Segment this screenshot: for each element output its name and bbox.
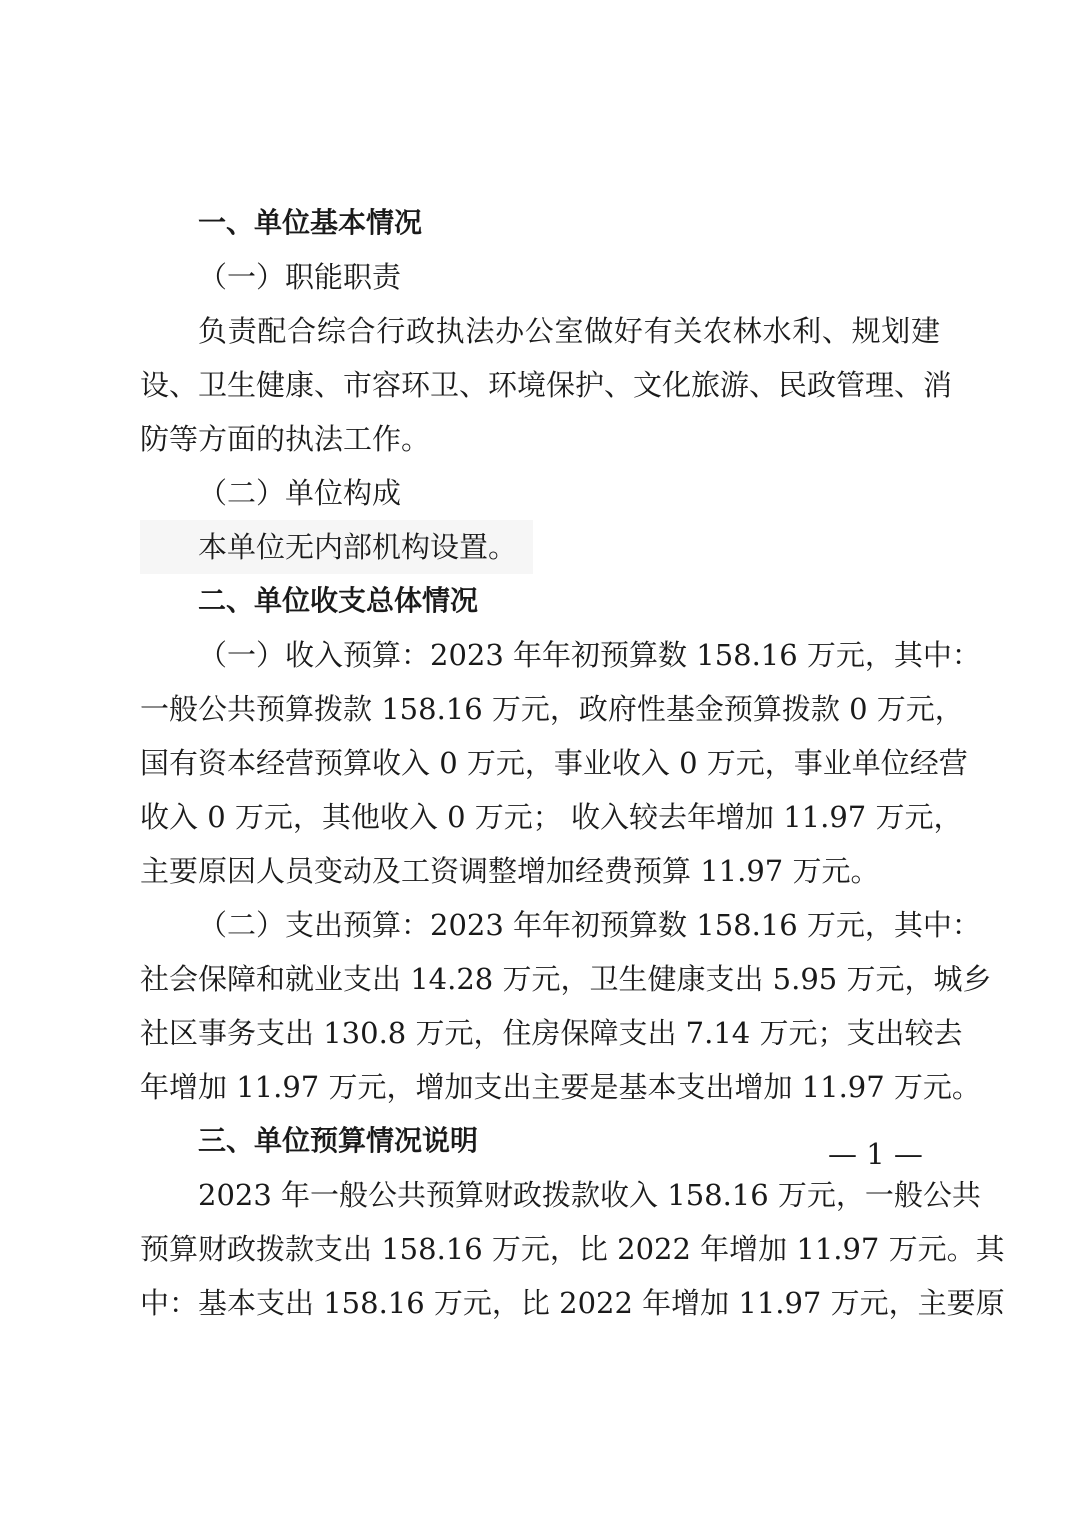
paragraph-line: 社会保障和就业支出 14.28 万元，卫生健康支出 5.95 万元，城乡 bbox=[140, 962, 992, 996]
paragraph-line: （二）支出预算：2023 年年初预算数 158.16 万元，其中： bbox=[198, 908, 981, 942]
paragraph-line: 一般公共预算拨款 158.16 万元，政府性基金预算拨款 0 万元， bbox=[140, 692, 964, 726]
section1-heading: 一、单位基本情况 bbox=[198, 206, 423, 239]
paragraph-line: 收入 0 万元，其他收入 0 万元； 收入较去年增加 11.97 万元， bbox=[140, 800, 963, 834]
document-page bbox=[140, 196, 1005, 1330]
section2-heading: 二、单位收支总体情况 bbox=[198, 584, 479, 617]
page-number: — 1 — bbox=[828, 1137, 923, 1171]
paragraph-line: 社区事务支出 130.8 万元，住房保障支出 7.14 万元；支出较去 bbox=[140, 1016, 963, 1050]
paragraph-line-container bbox=[140, 520, 940, 574]
paragraph-line: 设、卫生健康、市容环卫、环境保护、文化旅游、民政管理、消 bbox=[140, 368, 953, 402]
paragraph-line: （一）收入预算：2023 年年初预算数 158.16 万元，其中： bbox=[198, 638, 981, 672]
section3-heading: 三、单位预算情况说明 bbox=[198, 1124, 479, 1157]
paragraph-line: 主要原因人员变动及工资调整增加经费预算 11.97 万元。 bbox=[140, 854, 880, 888]
paragraph-line: 预算财政拨款支出 158.16 万元，比 2022 年增加 11.97 万元。其 bbox=[140, 1232, 1005, 1266]
paragraph-line: 年增加 11.97 万元，增加支出主要是基本支出增加 11.97 万元。 bbox=[140, 1070, 981, 1104]
paragraph-line: 防等方面的执法工作。 bbox=[140, 422, 431, 456]
paragraph-line: 2023 年一般公共预算财政拨款收入 158.16 万元，一般公共 bbox=[198, 1178, 981, 1212]
section1-sub2-heading: （二）单位构成 bbox=[198, 476, 402, 510]
paragraph-line: 负责配合综合行政执法办公室做好有关农林水利、规划建 bbox=[198, 314, 940, 348]
paragraph-line: 中：基本支出 158.16 万元，比 2022 年增加 11.97 万元，主要原 bbox=[140, 1286, 1005, 1320]
section1-sub1-heading: （一）职能职责 bbox=[198, 260, 402, 294]
paragraph-line: 本单位无内部机构设置。 bbox=[140, 520, 533, 574]
paragraph-line: 国有资本经营预算收入 0 万元，事业收入 0 万元，事业单位经营 bbox=[140, 746, 968, 780]
